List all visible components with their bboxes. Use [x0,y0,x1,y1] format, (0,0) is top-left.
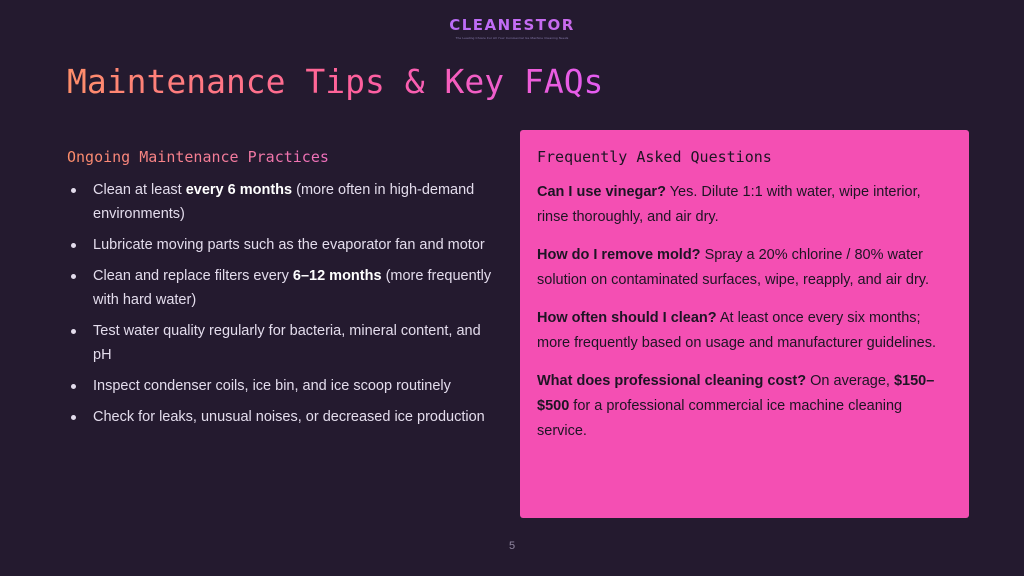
faq-heading: Frequently Asked Questions [537,148,772,166]
logo-tagline: The Leading Choice For All Your Commercial Ice Machine Cleaning Needs [455,36,569,40]
faq-answer: Spray a 20% chlorine / 80% water solution on contaminated surfaces, wipe, reapply, and air dry. [537,247,929,288]
faq-card [520,130,969,518]
maintenance-section [67,148,497,436]
faq-question: What does professional cleaning cost? [537,373,807,389]
faq-question: Can I use vinegar? [537,184,666,200]
faq-answer: On average, [806,373,894,389]
slide-title: Maintenance Tips & Key FAQs [67,62,604,101]
list-item: Clean at least every 6 months (more often in high-demand environments) [67,178,497,226]
faq-answer: At least once every six months; more frequently based on usage and manufacturer guidelines. [537,310,937,351]
faq-item [537,180,952,230]
list-item: Test water quality regularly for bacteria, mineral content, and pH [67,319,497,367]
list-item: Lubricate moving parts such as the evaporator fan and motor [67,233,497,257]
faq-question: How do I remove mold? [537,247,701,263]
page-number: 5 [508,540,516,552]
logo [0,16,1024,40]
list-item: Inspect condenser coils, ice bin, and ice scoop routinely [67,374,497,398]
faq-question: How often should I clean? [537,310,717,326]
logo-wordmark: CLEANESTOR [0,16,1024,34]
faq-item [537,306,952,356]
faq-item [537,243,952,293]
maintenance-heading: Ongoing Maintenance Practices [67,148,497,166]
maintenance-list [67,178,497,429]
faq-answer: Yes. Dilute 1:1 with water, wipe interior, rinse thoroughly, and air dry. [537,184,921,225]
list-item: Check for leaks, unusual noises, or decreased ice production [67,405,497,429]
list-item: Clean and replace filters every 6–12 months (more frequently with hard water) [67,264,497,312]
faq-item: What does professional cleaning cost? On average, $150–$500 for a professional commercial ice machine cleaning service. [537,373,935,439]
